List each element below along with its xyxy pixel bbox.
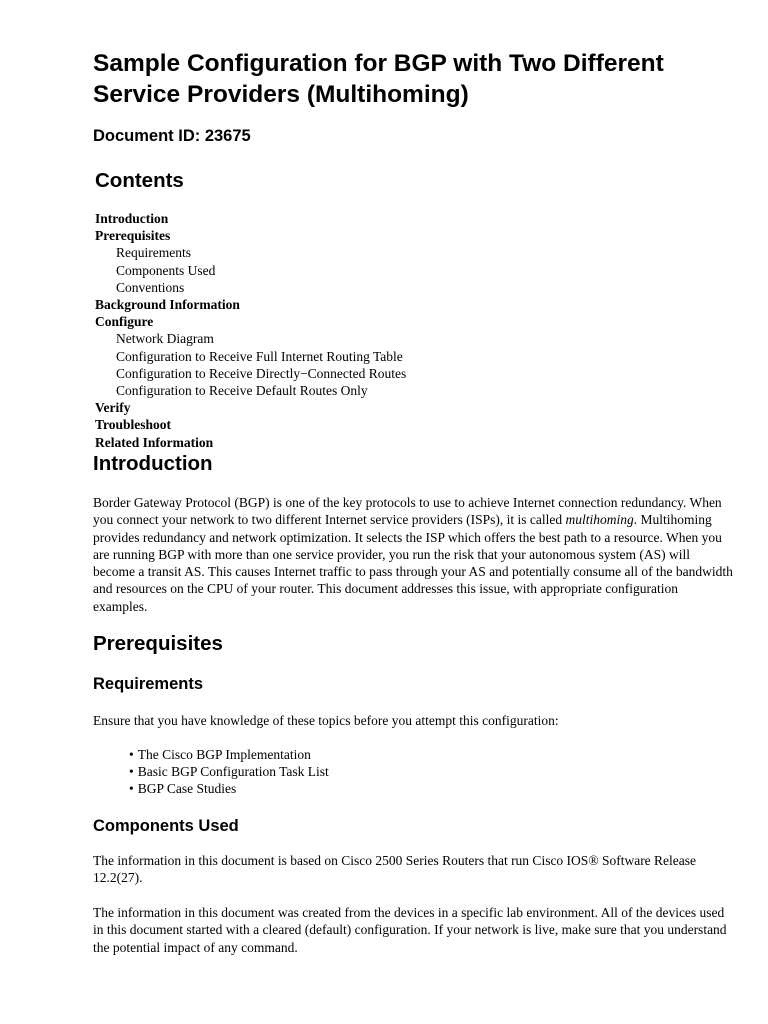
- toc-item[interactable]: Related Information: [95, 434, 214, 450]
- toc-item[interactable]: Network Diagram: [116, 331, 214, 347]
- toc-item[interactable]: Prerequisites: [95, 228, 171, 244]
- list-item: • BGP Case Studies: [129, 780, 329, 797]
- toc-item[interactable]: Introduction: [95, 211, 169, 226]
- introduction-heading: Introduction: [93, 452, 213, 475]
- document-title: Sample Configuration for BGP with Two Different Service Providers (Multihoming): [93, 50, 664, 108]
- toc-item[interactable]: Conventions: [116, 279, 185, 295]
- requirements-heading: Requirements: [93, 675, 204, 693]
- toc-item[interactable]: Configuration to Receive Directly−Connected Routes: [116, 365, 407, 381]
- toc-item[interactable]: Verify: [95, 400, 131, 416]
- introduction-text-start: Border Gateway Protocol (BGP) is one of the key protocols to use to achieve Internet connection redundancy. When you connect your network to two different Internet service providers (ISPs), it is called: [93, 495, 722, 528]
- components-paragraph-2: The information in this document was created from the devices in a specific lab environment. All of the devices used in this document started with a cleared (default) configuration. If your network is live, make sure that you understand the potential impact of any command.: [93, 905, 727, 955]
- requirements-list: [129, 746, 329, 797]
- list-item: • Basic BGP Configuration Task List: [129, 763, 329, 780]
- contents-heading: Contents: [95, 169, 184, 192]
- toc-item[interactable]: Configure: [95, 314, 154, 330]
- prerequisites-heading: Prerequisites: [93, 632, 223, 655]
- table-of-contents: [95, 210, 406, 451]
- introduction-text-end: . Multihoming provides redundancy and network optimization. It selects the ISP which offers the best path to a resource. When you are running BGP with more than one service provider, you run the risk that your autonomous system (AS) will become a transit AS. This causes Internet traffic to pass through your AS and potentially consume all of the bandwidth and resources on the CPU of your router. This document addresses this issue, with appropriate configuration examples.: [93, 512, 733, 614]
- document-id: Document ID: 23675: [93, 127, 251, 145]
- toc-item[interactable]: Configuration to Receive Full Internet Routing Table: [116, 348, 403, 364]
- toc-item[interactable]: Configuration to Receive Default Routes Only: [116, 383, 368, 399]
- multihoming-term: multihoming: [565, 512, 634, 528]
- components-paragraph-1: The information in this document is based on Cisco 2500 Series Routers that run Cisco IOS® Software Release 12.2(27).: [93, 853, 697, 886]
- toc-item[interactable]: Troubleshoot: [95, 417, 172, 433]
- requirements-intro: Ensure that you have knowledge of these topics before you attempt this configuration:: [93, 713, 559, 728]
- components-used-heading: Components Used: [93, 817, 239, 835]
- toc-item[interactable]: Requirements: [116, 245, 191, 261]
- toc-item[interactable]: Background Information: [95, 297, 240, 313]
- introduction-paragraph: [93, 494, 733, 615]
- list-item: • The Cisco BGP Implementation: [129, 746, 329, 763]
- toc-item[interactable]: Components Used: [116, 262, 216, 278]
